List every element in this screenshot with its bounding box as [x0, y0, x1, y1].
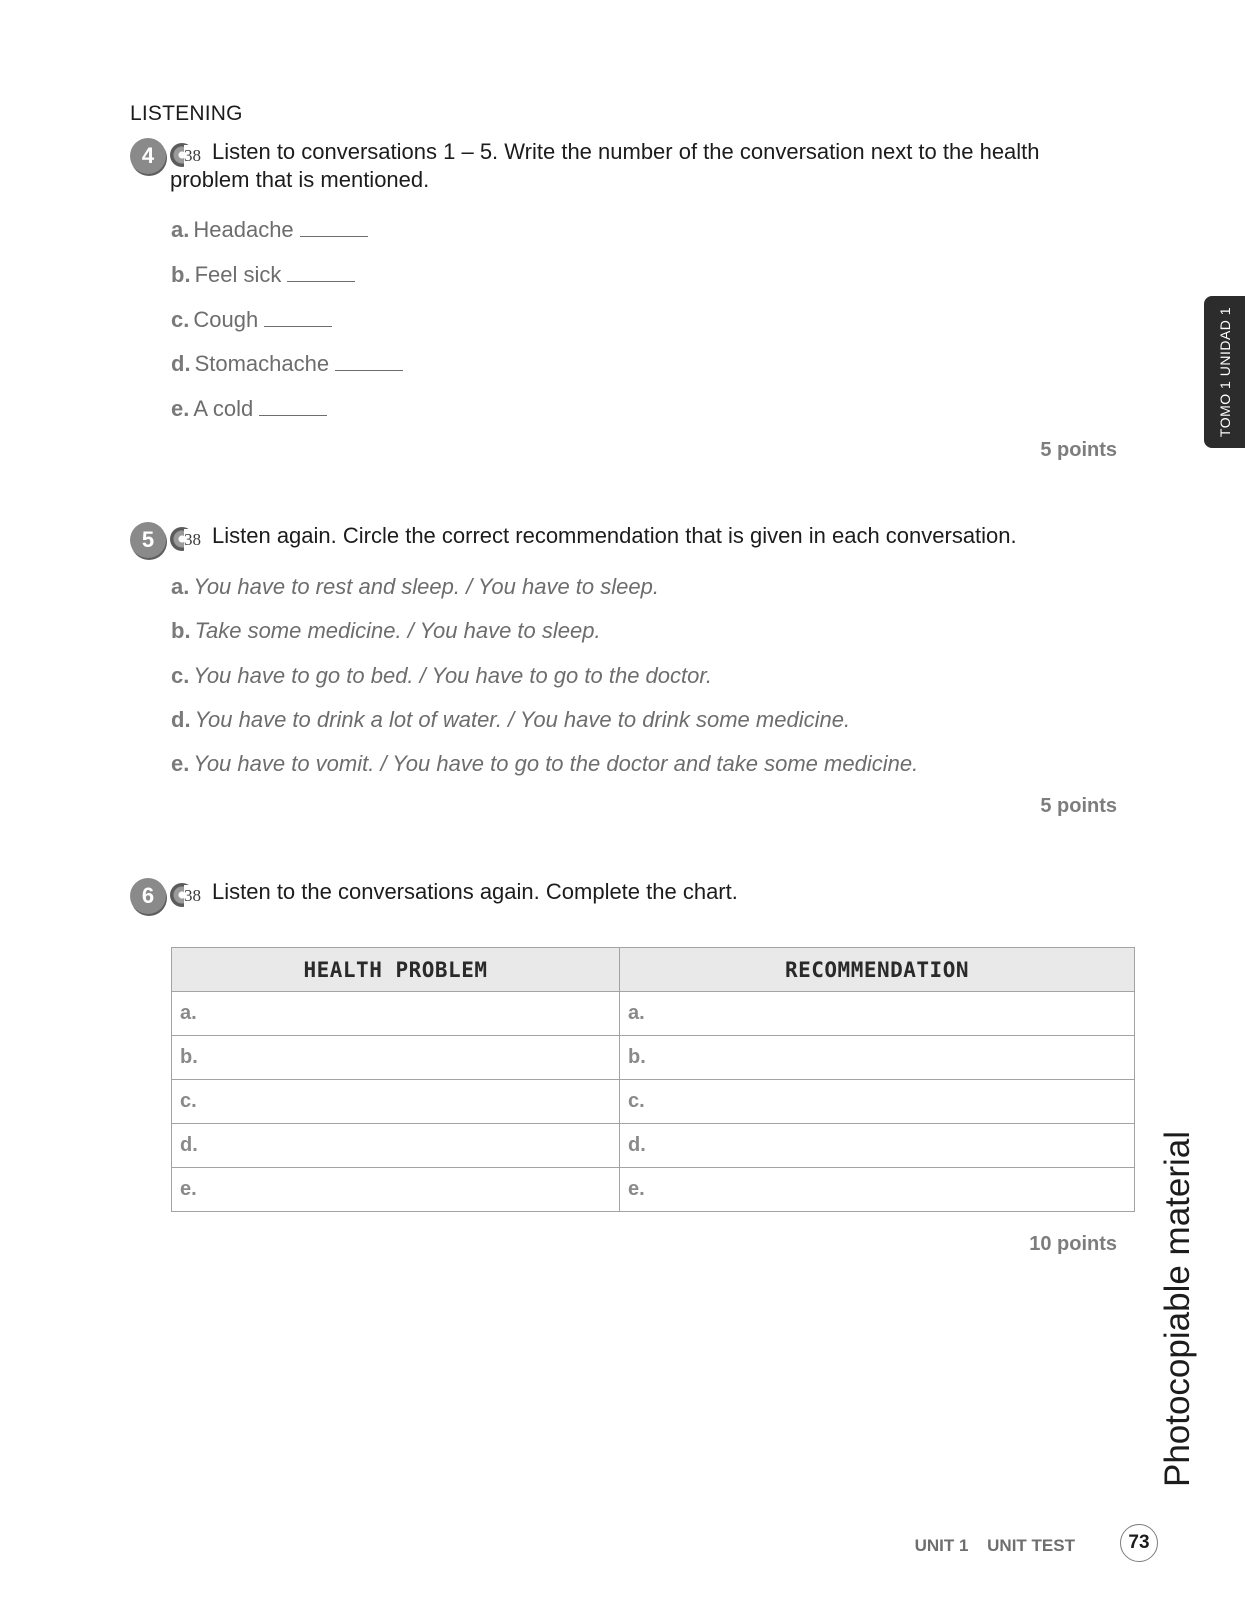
points-label: 5 points [1040, 439, 1117, 461]
table-cell[interactable]: b. [620, 1036, 1135, 1080]
instruction-line-1: Listen to conversations 1 – 5. Write the number of the conversation next to the health [212, 139, 1040, 164]
points-label: 5 points [1040, 795, 1117, 817]
list-item: d. Stomachache [171, 351, 403, 377]
answer-blank[interactable] [264, 325, 332, 327]
table-cell[interactable]: d. [172, 1124, 620, 1168]
points-label: 10 points [1029, 1233, 1117, 1255]
table-row [172, 1124, 1135, 1168]
table-row [172, 992, 1135, 1036]
audio-cd-icon [170, 525, 208, 555]
list-item: c. Cough [171, 307, 332, 333]
list-item: b. Feel sick [171, 262, 355, 288]
table-cell[interactable]: e. [620, 1168, 1135, 1212]
track-number: 38 [184, 529, 206, 551]
footer-unit: UNIT 1 [914, 1536, 969, 1555]
instruction-line-2: problem that is mentioned. [170, 167, 430, 192]
exercise-instruction: Listen again. Circle the correct recommendation that is given in each conversation. [212, 523, 1017, 548]
table-cell[interactable]: a. [620, 992, 1135, 1036]
table-cell[interactable]: b. [172, 1036, 620, 1080]
table-row [172, 1168, 1135, 1212]
exercise-instruction: Listen to the conversations again. Complete the chart. [212, 879, 738, 904]
list-item[interactable]: c. You have to go to bed. / You have to go to the doctor. [171, 663, 712, 688]
table-row [172, 1036, 1135, 1080]
section-title: LISTENING [130, 102, 243, 125]
table-cell[interactable]: a. [172, 992, 620, 1036]
table-cell[interactable]: c. [620, 1080, 1135, 1124]
answer-blank[interactable] [335, 369, 403, 371]
photocopiable-label: Photocopiable material [1158, 1130, 1197, 1488]
page-number: 73 [1120, 1524, 1158, 1562]
answer-blank[interactable] [287, 280, 355, 282]
track-number: 38 [184, 885, 206, 907]
footer [915, 1536, 1075, 1556]
column-header-health-problem: HEALTH PROBLEM [172, 948, 620, 992]
list-item[interactable]: d. You have to drink a lot of water. / You have to drink some medicine. [171, 707, 851, 732]
list-item: a. Headache [171, 217, 368, 243]
answer-blank[interactable] [259, 414, 327, 416]
table-cell[interactable]: e. [172, 1168, 620, 1212]
list-item[interactable]: b. Take some medicine. / You have to sleep. [171, 618, 601, 643]
exercise-number-badge: 6 [130, 878, 166, 914]
footer-test: UNIT TEST [987, 1536, 1075, 1555]
side-tab [1204, 296, 1245, 448]
exercise-number-badge: 4 [130, 138, 166, 174]
table-cell[interactable]: d. [620, 1124, 1135, 1168]
column-header-recommendation: RECOMMENDATION [620, 948, 1135, 992]
side-tab-label: TOMO 1 UNIDAD 1 [1216, 306, 1233, 438]
table-cell[interactable]: c. [172, 1080, 620, 1124]
list-item: e. A cold [171, 396, 327, 422]
table-row [172, 1080, 1135, 1124]
answer-blank[interactable] [300, 235, 368, 237]
list-item[interactable]: a. You have to rest and sleep. / You have to sleep. [171, 574, 659, 599]
list-item[interactable]: e. You have to vomit. / You have to go to the doctor and take some medicine. [171, 751, 919, 776]
track-number: 38 [184, 145, 206, 167]
health-chart [171, 947, 1135, 1212]
audio-cd-icon [170, 881, 208, 911]
exercise-number-badge: 5 [130, 522, 166, 558]
